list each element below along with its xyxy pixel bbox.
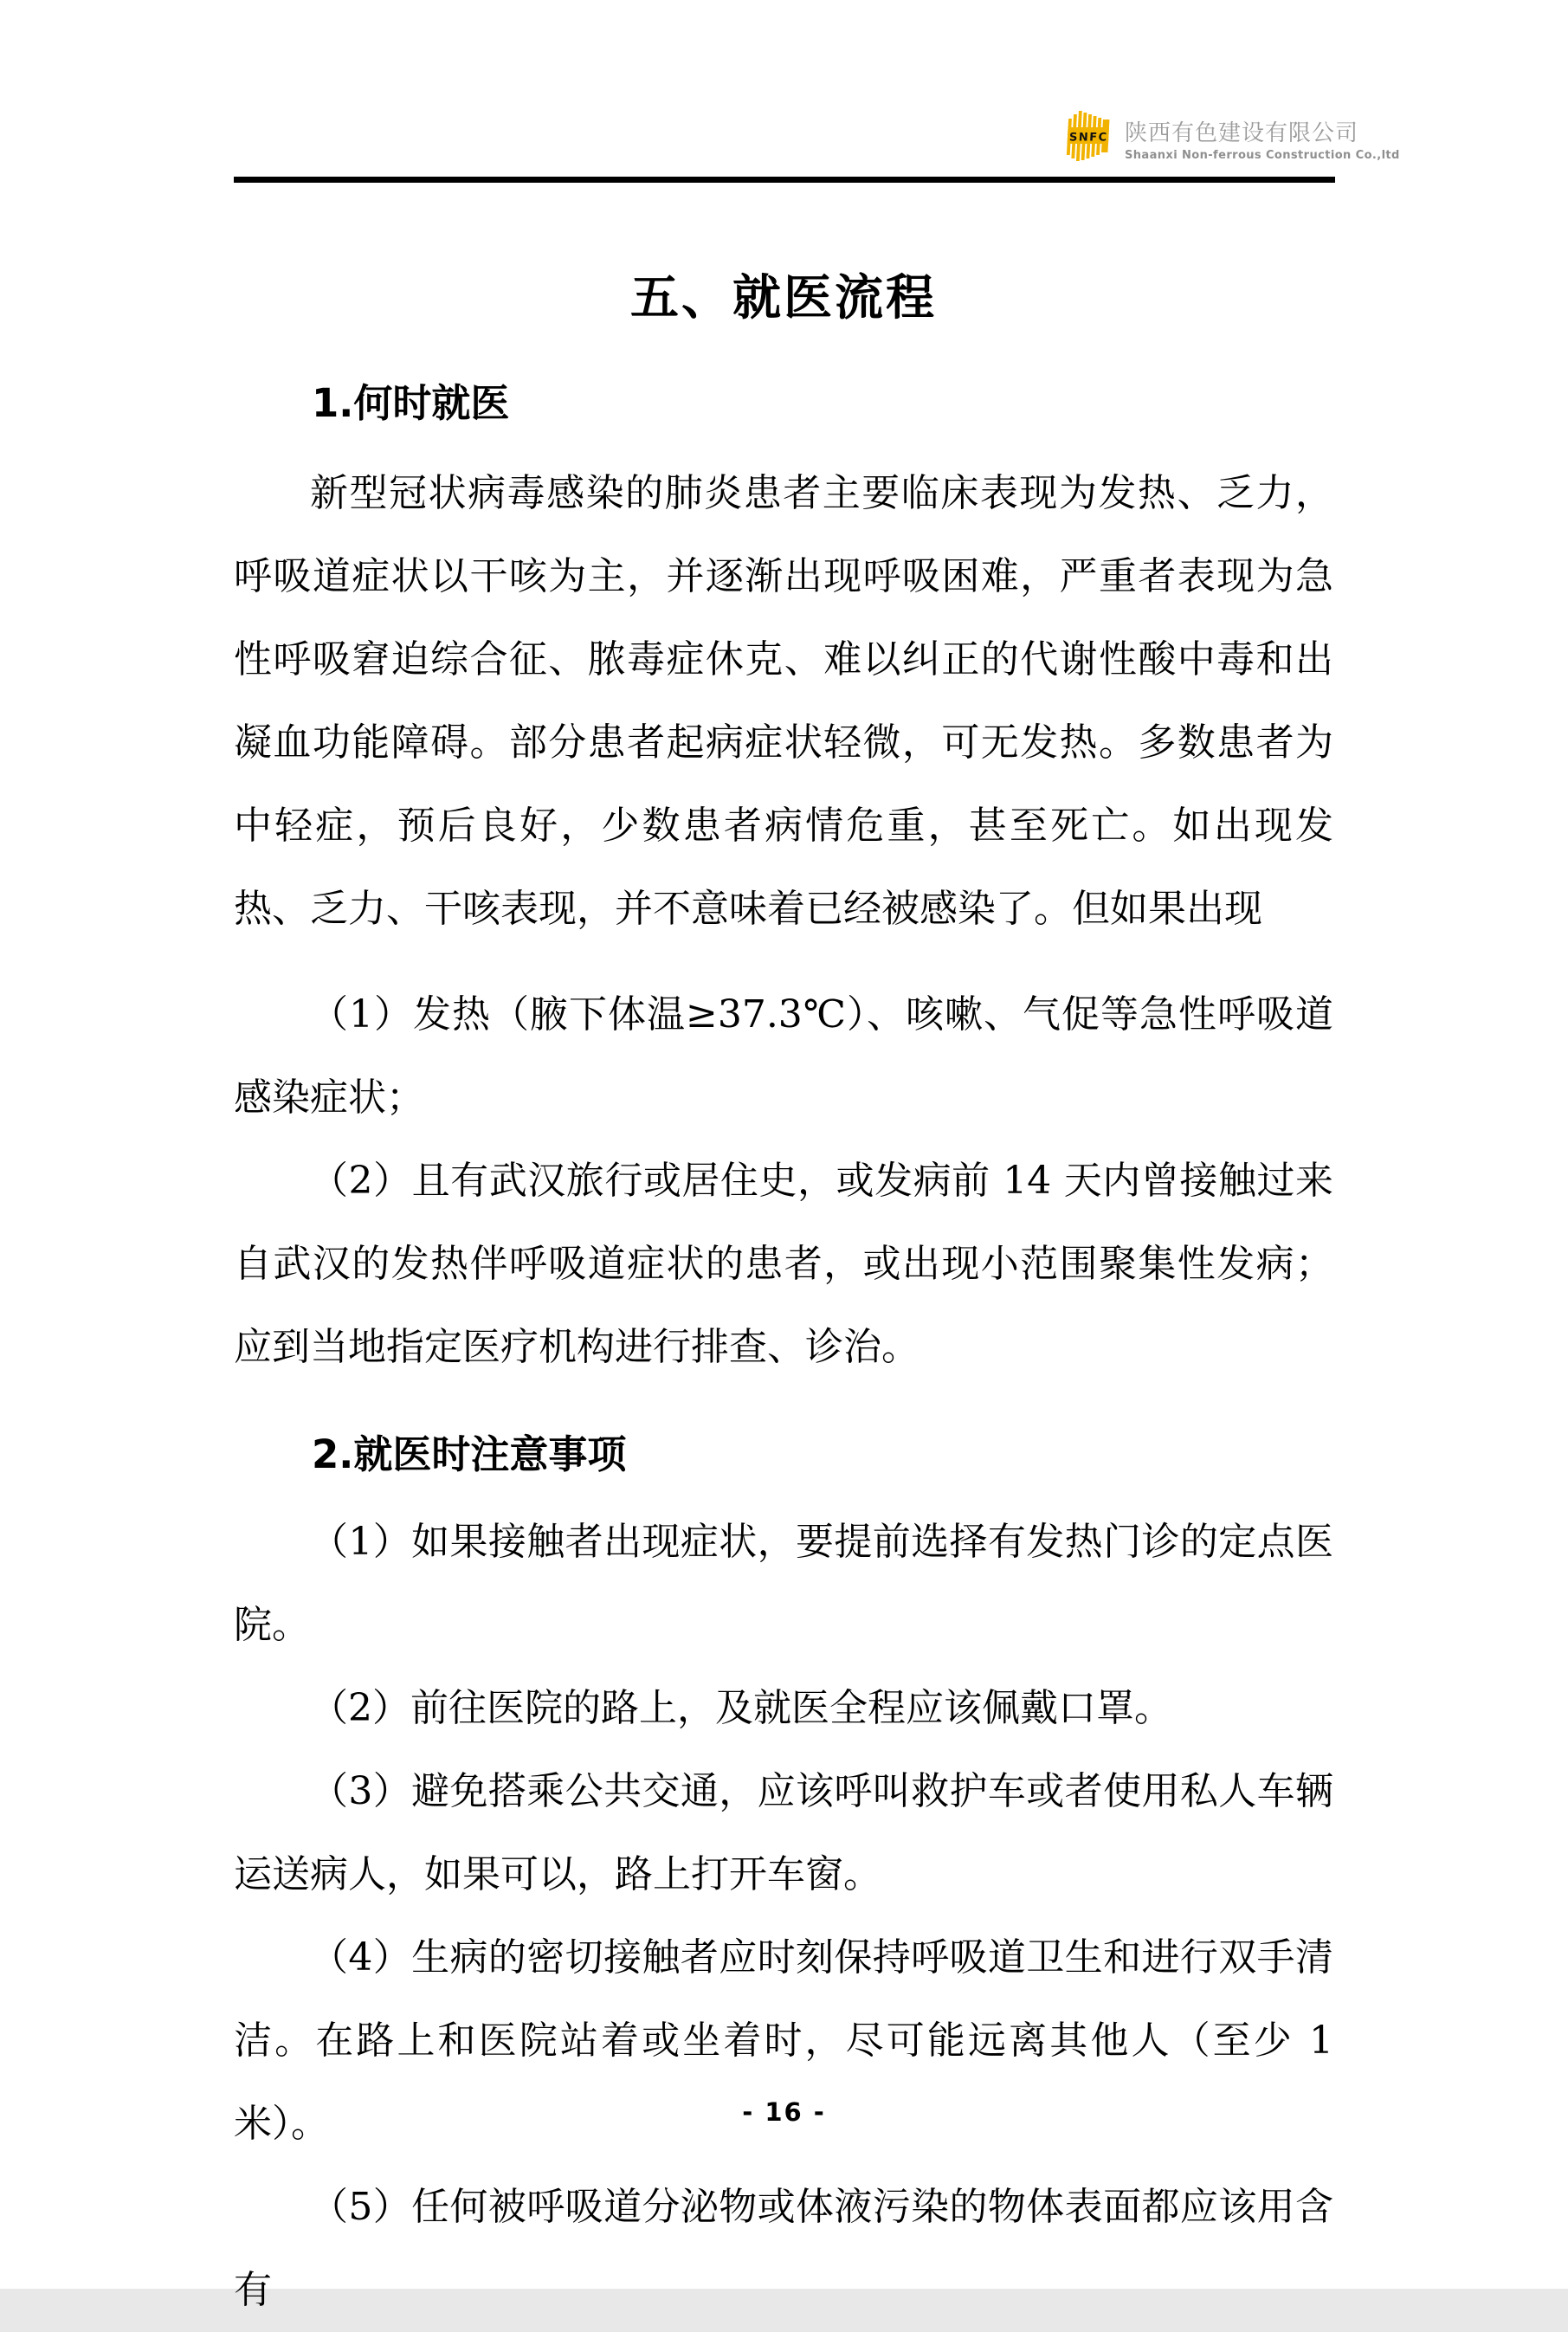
section-1-paragraph-1: 新型冠状病毒感染的肺炎患者主要临床表现为发热、乏力，呼吸道症状以干咳为主，并逐渐出现呼吸困难，严重者表现为急性呼吸窘迫综合征、脓毒症休克、难以纠正的代谢性酸中毒和出凝血功能障碍。部分患者起病症状轻微，可无发热。多数患者为中轻症，预后良好，少数患者病情危重，甚至死亡。如出现发热、乏力、干咳表现，并不意味着已经被感染了。但如果出现 [234,470,1333,931]
company-names [1125,111,1400,162]
section-2-item-5: （5）任何被呼吸道分泌物或体液污染的物体表面都应该用含有 [234,2184,1333,2312]
letterhead [0,0,1568,183]
section-2-item-4: （4）生病的密切接触者应时刻保持呼吸道卫生和进行双手清洁。在路上和医院站着或坐着时，尽可能远离其他人（至少 1 米）。 [234,1935,1333,2146]
page-title: 五、就医流程 [630,270,937,326]
section-2-item-3: （3）避免搭乘公共交通，应该呼叫救护车或者使用私人车辆运送病人，如果可以，路上打开车窗。 [234,1768,1333,1896]
header-divider [234,177,1335,183]
page-footer [0,2092,1568,2289]
section-2-item-1: （1）如果接触者出现症状，要提前选择有发热门诊的定点医院。 [234,1519,1333,1647]
snfc-logo-icon [1066,111,1110,163]
page-number: - 16 - [742,2097,826,2127]
company-logo [1068,111,1400,163]
section-2-item-2: （2）前往医院的路上，及就医全程应该佩戴口罩。 [310,1685,1172,1730]
company-name-zh: 陕西有色建设有限公司 [1125,120,1359,146]
company-name-en: Shaanxi Non-ferrous Construction Co.,ltd [1125,148,1400,162]
section-1-paragraph-3: （2）且有武汉旅行或居住史，或发病前 14 天内曾接触过来自武汉的发热伴呼吸道症状的患者，或出现小范围聚集性发病；应到当地指定医疗机构进行排查、诊治。 [234,1158,1333,1369]
document-body [0,183,1568,2332]
section-1-heading: 1.何时就医 [312,380,510,427]
section-2-heading: 2.就医时注意事项 [312,1431,627,1477]
section-1-paragraph-2: （1）发热（腋下体温≥37.3℃）、咳嗽、气促等急性呼吸道感染症状； [234,992,1333,1120]
logo-acronym-text: SNFC [1068,131,1108,145]
